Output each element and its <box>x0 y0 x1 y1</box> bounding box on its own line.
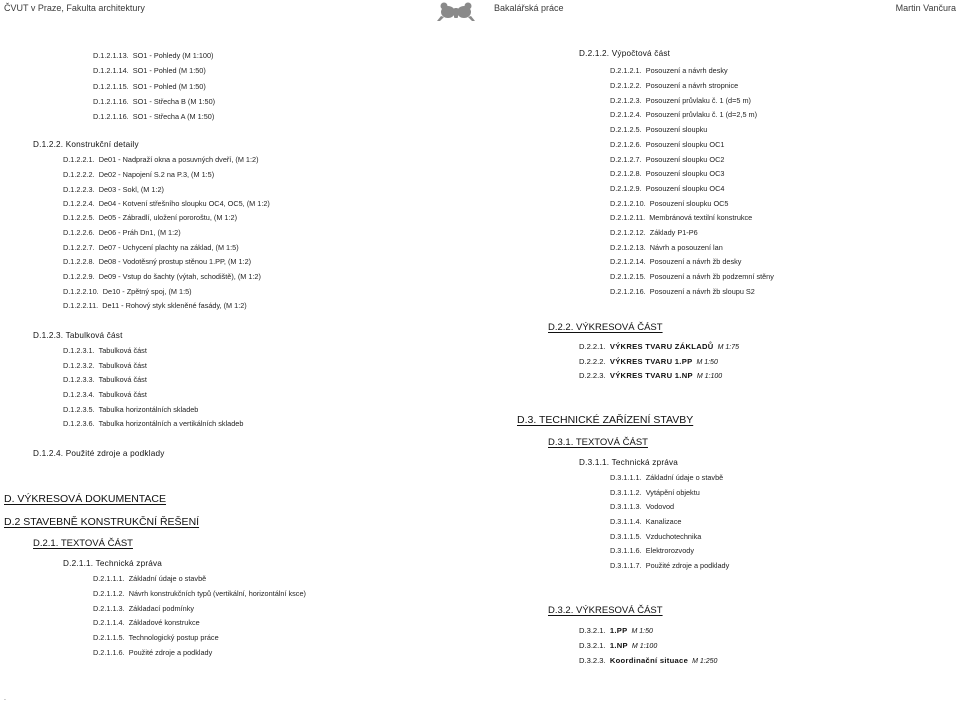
list-item: D.2.1.2.1. Posouzení a návrh desky <box>610 66 728 75</box>
list-item: D.2.1.2.11. Membránová textilní konstrukce <box>610 213 753 222</box>
list-item: D.1.2.1.13. SO1 - Pohledy (M 1:100) <box>93 51 214 60</box>
list-item: D.1.2.2.11. De11 - Rohový styk skleněné fasády, (M 1:2) <box>63 301 247 310</box>
list-item: D.2.1.2.9. Posouzení sloupku OC4 <box>610 184 725 193</box>
list-item: D.2.1.2.13. Návrh a posouzení lan <box>610 243 723 252</box>
list-item: D.3.1.1.5. Vzduchotechnika <box>610 532 702 541</box>
list-item: D.3.1.1.3. Vodovod <box>610 502 675 511</box>
drawing-item: D.2.2.1. VÝKRES TVARU ZÁKLADŮ M 1:75 <box>579 342 739 351</box>
list-item: D.2.1.2.12. Základy P1-P6 <box>610 228 698 237</box>
list-item: D.1.2.3.3. Tabulková část <box>63 375 147 384</box>
list-item: D.3.1.1.6. Elektrorozvody <box>610 546 694 555</box>
section-heading-sources: D.1.2.4. Použité zdroje a podklady <box>33 449 165 458</box>
list-item: D.2.1.1.2. Návrh konstrukčních typů (vertikální, horizontální ksce) <box>93 589 306 598</box>
list-item: D.2.1.2.8. Posouzení sloupku OC3 <box>610 169 725 178</box>
drawing-item: D.2.2.2. VÝKRES TVARU 1.PP M 1:50 <box>579 357 718 366</box>
header-thesis: Bakalářská práce <box>494 3 564 13</box>
list-item: D.1.2.1.16. SO1 - Střecha B (M 1:50) <box>93 97 216 106</box>
heading-structural-design: D.2 STAVEBNĚ KONSTRUKČNÍ ŘEŠENÍ <box>4 516 200 528</box>
list-item: D.1.2.2.4. De04 - Kotvení střešního sloupku OC4, OC5, (M 1:2) <box>63 199 270 208</box>
drawing-item: D.3.2.1. 1.NP M 1:100 <box>579 641 658 650</box>
list-item: D.1.2.1.16. SO1 - Střecha A (M 1:50) <box>93 112 215 121</box>
list-item: D.1.2.1.14. SO1 - Pohled (M 1:50) <box>93 66 206 75</box>
list-item: D.1.2.3.1. Tabulková část <box>63 346 147 355</box>
list-item: D.2.1.2.16. Posouzení a návrh žb sloupu S2 <box>610 287 755 296</box>
list-item: D.1.2.2.1. De01 - Nadpraží okna a posuvných dveří, (M 1:2) <box>63 155 259 164</box>
heading-text-part: D.2.1. TEXTOVÁ ČÁST <box>33 538 133 549</box>
heading-services-text-part: D.3.1. TEXTOVÁ ČÁST <box>548 437 648 448</box>
section-heading-services-report: D.3.1.1. Technická zpráva <box>579 458 679 467</box>
list-item: D.2.1.1.4. Základové konstrukce <box>93 618 200 627</box>
list-item: D.2.1.2.15. Posouzení a návrh žb podzemní stěny <box>610 272 774 281</box>
footer-mark: . <box>4 695 6 702</box>
list-item: D.3.1.1.7. Použité zdroje a podklady <box>610 561 730 570</box>
list-item: D.1.2.2.3. De03 - Sokl, (M 1:2) <box>63 185 164 194</box>
drawing-item: D.2.2.3. VÝKRES TVARU 1.NP M 1:100 <box>579 371 723 380</box>
heading-services-drawing-part: D.3.2. VÝKRESOVÁ ČÁST <box>548 605 663 616</box>
list-item: D.2.1.1.3. Základací podmínky <box>93 604 195 613</box>
list-item: D.2.1.2.3. Posouzení průvlaku č. 1 (d=5 m) <box>610 96 751 105</box>
list-item: D.2.1.1.5. Technologický postup práce <box>93 633 219 642</box>
header-author: Martin Vančura <box>895 3 956 13</box>
list-item: D.2.1.1.6. Použité zdroje a podklady <box>93 648 213 657</box>
section-heading-tech-report: D.2.1.1. Technická zpráva <box>63 559 163 568</box>
list-item: D.3.1.1.1. Základní údaje o stavbě <box>610 473 724 482</box>
list-item: D.1.2.2.8. De08 - Vodotěsný prostup stěnou 1.PP, (M 1:2) <box>63 257 252 266</box>
section-heading-details: D.1.2.2. Konstrukční detaily <box>33 140 139 149</box>
section-heading-tables: D.1.2.3. Tabulková část <box>33 331 123 340</box>
list-item: D.1.2.2.2. De02 - Napojení S.2 na P.3, (M 1:5) <box>63 170 215 179</box>
list-item: D.1.2.2.6. De06 - Práh Dn1, (M 1:2) <box>63 228 181 237</box>
list-item: D.2.1.2.4. Posouzení průvlaku č. 1 (d=2,5 m) <box>610 110 758 119</box>
list-item: D.2.1.2.10. Posouzení sloupku OC5 <box>610 199 729 208</box>
section-heading-calculation: D.2.1.2. Výpočtová část <box>579 49 671 58</box>
list-item: D.1.2.3.2. Tabulková část <box>63 361 147 370</box>
list-item: D.1.2.2.7. De07 - Uchycení plachty na základ, (M 1:5) <box>63 243 239 252</box>
list-item: D.2.1.2.5. Posouzení sloupku <box>610 125 708 134</box>
list-item: D.2.1.2.2. Posouzení a návrh stropnice <box>610 81 739 90</box>
list-item: D.1.2.3.6. Tabulka horizontálních a vertikálních skladeb <box>63 419 244 428</box>
list-item: D.3.1.1.4. Kanalizace <box>610 517 682 526</box>
list-item: D.1.2.3.5. Tabulka horizontálních skladeb <box>63 405 199 414</box>
lion-emblem-icon <box>432 0 480 22</box>
list-item: D.2.1.1.1. Základní údaje o stavbě <box>93 574 207 583</box>
list-item: D.1.2.2.5. De05 - Zábradlí, uložení pororoštu, (M 1:2) <box>63 213 238 222</box>
heading-building-services: D.3. TECHNICKÉ ZAŘÍZENÍ STAVBY <box>517 414 694 426</box>
list-item: D.2.1.2.6. Posouzení sloupku OC1 <box>610 140 725 149</box>
list-item: D.2.1.2.14. Posouzení a návrh žb desky <box>610 257 742 266</box>
drawing-item: D.3.2.1. 1.PP M 1:50 <box>579 626 653 635</box>
heading-drawing-documentation: D. VÝKRESOVÁ DOKUMENTACE <box>4 493 167 505</box>
list-item: D.1.2.2.10. De10 - Zpětný spoj, (M 1:5) <box>63 287 192 296</box>
list-item: D.2.1.2.7. Posouzení sloupku OC2 <box>610 155 725 164</box>
heading-drawing-part: D.2.2. VÝKRESOVÁ ČÁST <box>548 322 663 333</box>
list-item: D.3.1.1.2. Vytápění objektu <box>610 488 700 497</box>
list-item: D.1.2.3.4. Tabulková část <box>63 390 147 399</box>
drawing-item: D.3.2.3. Koordinační situace M 1:250 <box>579 656 718 665</box>
list-item: D.1.2.1.15. SO1 - Pohled (M 1:50) <box>93 82 206 91</box>
list-item: D.1.2.2.9. De09 - Vstup do šachty (výtah, schodiště), (M 1:2) <box>63 272 261 281</box>
header-school: ČVUT v Praze, Fakulta architektury <box>4 3 145 13</box>
